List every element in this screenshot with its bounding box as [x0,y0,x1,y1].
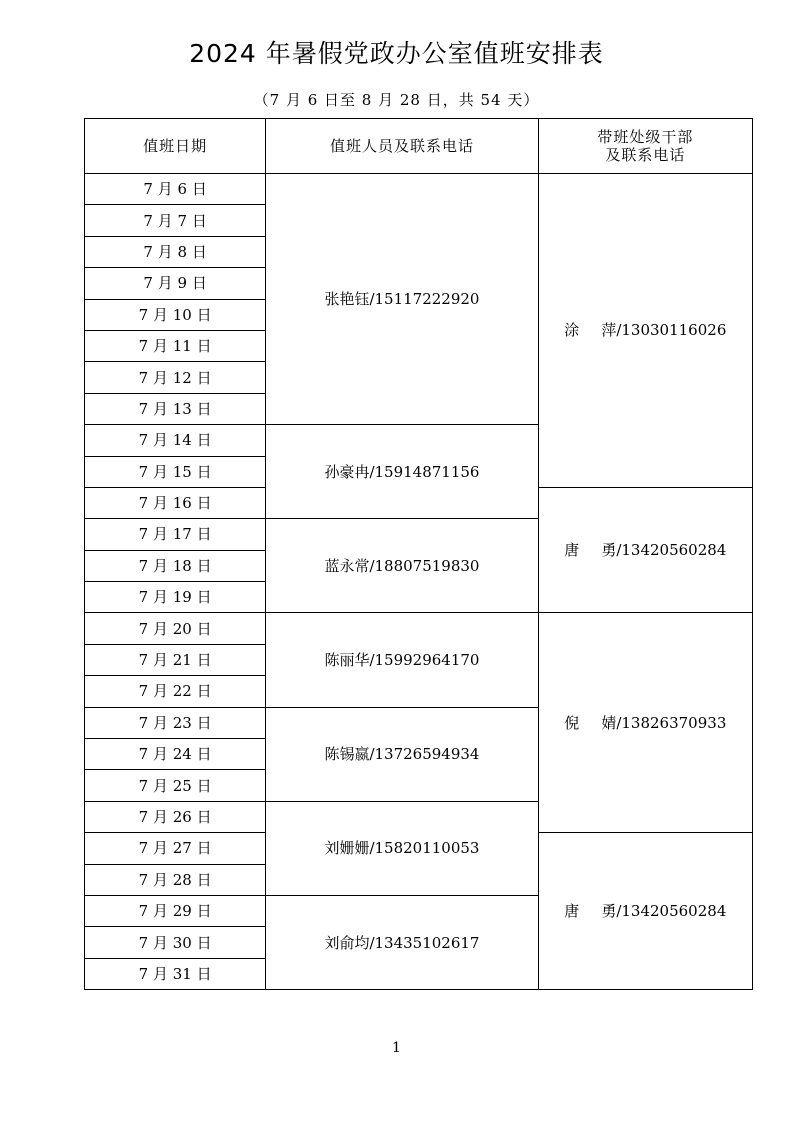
duty-staff-cell: 蓝永常/18807519830 [266,519,538,613]
duty-staff-cell: 张艳钰/15117222920 [266,174,538,425]
leader-phone: /13030116026 [616,321,727,340]
date-range-subtitle: （7 月 6 日至 8 月 28 日，共 54 天） [253,91,540,109]
leader-name-first: 倪 [564,713,580,732]
duty-date-cell: 7 月 12 日 [85,362,266,393]
duty-date-cell: 7 月 21 日 [85,644,266,675]
header-leader-line2: 及联系电话 [605,146,686,164]
table-row [85,174,753,205]
duty-date-cell: 7 月 16 日 [85,487,266,518]
duty-schedule-table [84,118,753,990]
header-duty-staff: 值班人员及联系电话 [266,119,538,174]
leader-phone: /13420560284 [616,902,727,921]
page-title: 2024 年暑假党政办公室值班安排表 [189,39,604,68]
duty-date-cell: 7 月 26 日 [85,801,266,832]
duty-date-cell: 7 月 17 日 [85,519,266,550]
leader-phone: /13826370933 [616,713,727,732]
duty-date-cell: 7 月 31 日 [85,958,266,989]
duty-staff-cell: 陈丽华/15992964170 [266,613,538,707]
duty-date-cell: 7 月 10 日 [85,299,266,330]
table-header-row [85,119,753,174]
duty-date-cell: 7 月 23 日 [85,707,266,738]
duty-date-cell: 7 月 13 日 [85,393,266,424]
header-leader [538,119,752,174]
header-duty-date: 值班日期 [85,119,266,174]
duty-staff-cell: 孙豪冉/15914871156 [266,425,538,519]
table-body [85,174,753,990]
duty-date-cell: 7 月 28 日 [85,864,266,895]
leader-cell [538,487,752,613]
duty-staff-cell: 陈锡嬴/13726594934 [266,707,538,801]
duty-staff-cell: 刘姗姗/15820110053 [266,801,538,895]
leader-name-first: 唐 [564,902,580,921]
duty-date-cell: 7 月 8 日 [85,236,266,267]
page-number: 1 [392,1040,401,1056]
duty-date-cell: 7 月 7 日 [85,205,266,236]
table-row [85,613,753,644]
header-leader-line1: 带班处级干部 [597,128,694,146]
duty-date-cell: 7 月 20 日 [85,613,266,644]
duty-date-cell: 7 月 27 日 [85,833,266,864]
duty-date-cell: 7 月 6 日 [85,174,266,205]
leader-name-second: 婧 [601,713,617,732]
duty-date-cell: 7 月 14 日 [85,425,266,456]
duty-date-cell: 7 月 15 日 [85,456,266,487]
duty-date-cell: 7 月 19 日 [85,582,266,613]
leader-cell [538,833,752,990]
leader-name-second: 勇 [601,541,617,560]
duty-date-cell: 7 月 18 日 [85,550,266,581]
duty-date-cell: 7 月 30 日 [85,927,266,958]
duty-date-cell: 7 月 25 日 [85,770,266,801]
leader-name-first: 唐 [564,541,580,560]
duty-date-cell: 7 月 29 日 [85,895,266,926]
duty-date-cell: 7 月 24 日 [85,739,266,770]
duty-date-cell: 7 月 11 日 [85,330,266,361]
duty-date-cell: 7 月 9 日 [85,268,266,299]
leader-name-second: 萍 [601,321,617,340]
leader-cell [538,174,752,488]
duty-date-cell: 7 月 22 日 [85,676,266,707]
leader-name-second: 勇 [601,902,617,921]
leader-phone: /13420560284 [616,541,727,560]
leader-cell [538,613,752,833]
duty-staff-cell: 刘俞均/13435102617 [266,895,538,989]
leader-name-first: 涂 [564,321,580,340]
